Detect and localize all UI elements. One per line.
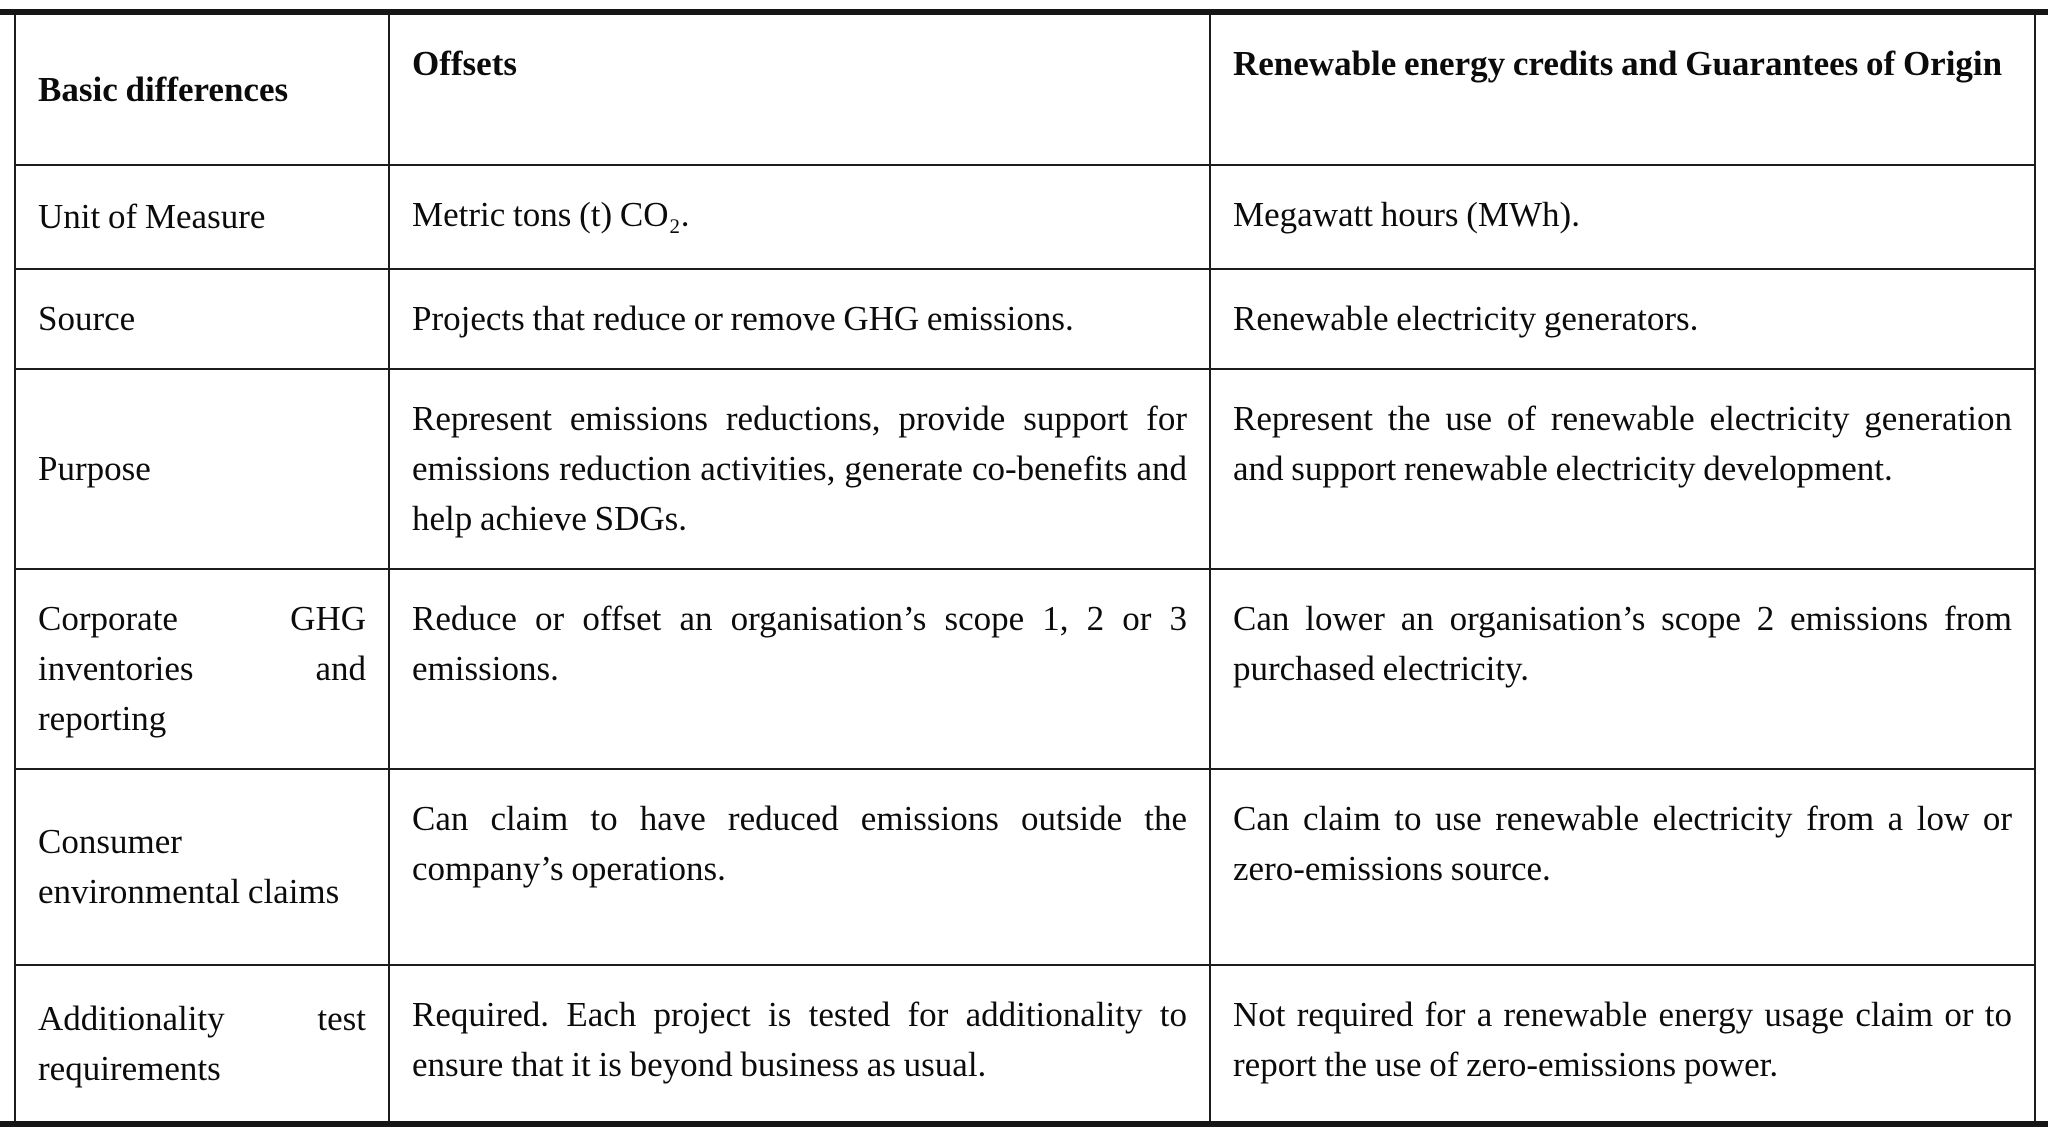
offsets-vs-recs-comparison-table (14, 15, 2036, 1121)
offsets-cell: Required. Each project is tested for additionality to ensure that it is beyond business as usual. (389, 965, 1210, 1121)
recs-cell: Represent the use of renewable electricity generation and support renewable electricity development. (1210, 369, 2035, 569)
offsets-cell: Represent emissions reductions, provide support for emissions reduction activities, generate co-benefits and help achieve SDGs. (389, 369, 1210, 569)
recs-cell: Not required for a renewable energy usage claim or to report the use of zero-emissions power. (1210, 965, 2035, 1121)
row-label: Consumer environmental claims (15, 769, 389, 965)
row-label: Unit of Measure (15, 165, 389, 269)
recs-cell: Can lower an organisation’s scope 2 emissions from purchased electricity. (1210, 569, 2035, 769)
offsets-cell: Projects that reduce or remove GHG emissions. (389, 269, 1210, 369)
offsets-cell: Can claim to have reduced emissions outside the company’s operations. (389, 769, 1210, 965)
offsets-cell: Metric tons (t) CO₂. (389, 165, 1210, 269)
table-header-row (15, 15, 2035, 165)
row-label: Source (15, 269, 389, 369)
header-cell-renewable-energy-credits: Renewable energy credits and Guarantees of Origin (1210, 15, 2035, 165)
paper-page (0, 9, 2048, 1130)
recs-cell: Megawatt hours (MWh). (1210, 165, 2035, 269)
offsets-cell: Reduce or offset an organisation’s scope 1, 2 or 3 emissions. (389, 569, 1210, 769)
table-row-source (15, 269, 2035, 369)
table-row-additionality-test (15, 965, 2035, 1121)
header-cell-basic-differences: Basic differences (15, 15, 389, 165)
header-cell-offsets: Offsets (389, 15, 1210, 165)
row-label: Corporate GHG inventories and reporting (15, 569, 389, 769)
recs-cell: Renewable electricity generators. (1210, 269, 2035, 369)
row-label: Additionality test requirements (15, 965, 389, 1121)
table-row-consumer-environmental-claims (15, 769, 2035, 965)
table-row-corporate-ghg-inventories (15, 569, 2035, 769)
table-row-purpose (15, 369, 2035, 569)
table-row-unit-of-measure (15, 165, 2035, 269)
recs-cell: Can claim to use renewable electricity from a low or zero-emissions source. (1210, 769, 2035, 965)
row-label: Purpose (15, 369, 389, 569)
table-bottom-rule (0, 1121, 2048, 1127)
